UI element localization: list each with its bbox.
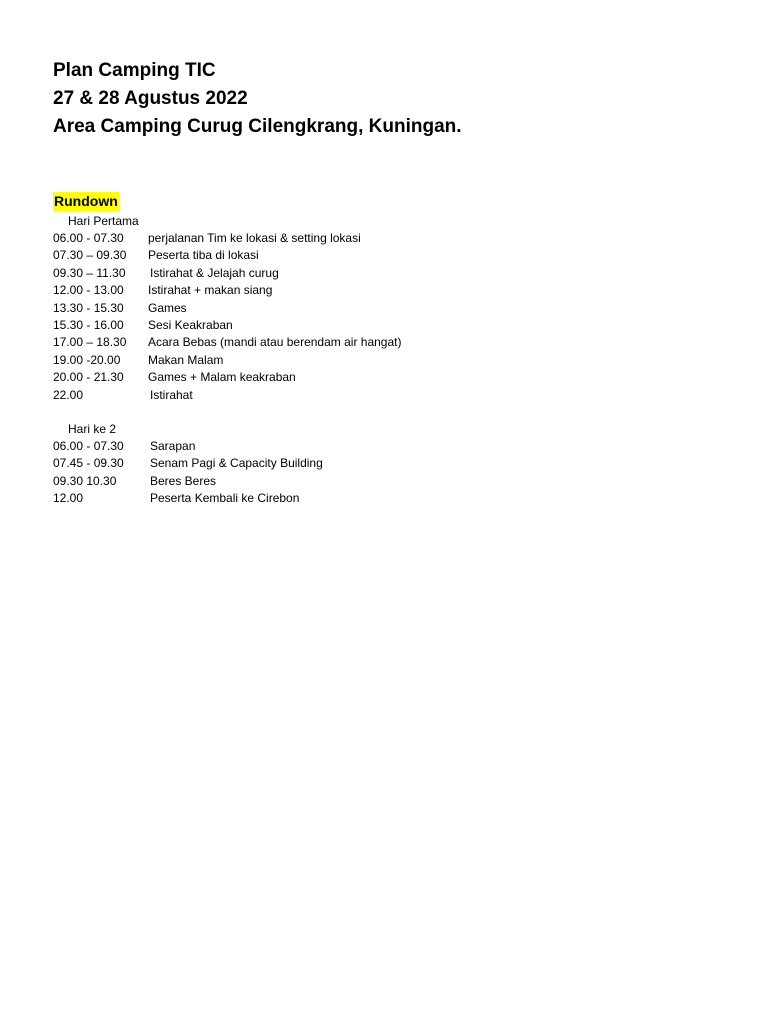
- schedule-activity: Istirahat + makan siang: [148, 283, 273, 298]
- schedule-row: [53, 490, 653, 507]
- schedule-time: 12.00 - 13.00: [53, 283, 124, 298]
- schedule-activity: Istirahat: [150, 387, 193, 402]
- schedule-time: 13.30 - 15.30: [53, 300, 124, 315]
- schedule-row: [53, 300, 653, 317]
- schedule-activity: Games: [148, 300, 187, 315]
- schedule-row: [53, 317, 653, 334]
- day-2-label: Hari ke 2: [68, 422, 117, 436]
- day-1-schedule: [53, 230, 653, 404]
- document-title: Plan Camping TIC: [53, 60, 216, 81]
- schedule-time: 06.00 - 07.30: [53, 231, 124, 245]
- schedule-activity: Istirahat & Jelajah curug: [150, 265, 279, 280]
- schedule-time: 09.30 10.30: [53, 473, 117, 488]
- day-2-schedule: [53, 438, 653, 508]
- schedule-row: [53, 265, 653, 282]
- schedule-activity: perjalanan Tim ke lokasi & setting lokasi: [148, 231, 361, 245]
- schedule-time: 20.00 - 21.30: [53, 370, 124, 385]
- schedule-row: [53, 369, 653, 386]
- schedule-time: 07.30 – 09.30: [53, 248, 127, 263]
- schedule-row: [53, 387, 653, 404]
- schedule-time: 22.00: [53, 387, 84, 402]
- schedule-activity: Games + Malam keakraban: [148, 370, 296, 385]
- schedule-activity: Beres Beres: [150, 473, 217, 488]
- schedule-time: 06.00 - 07.30: [53, 439, 124, 453]
- schedule-row: [53, 438, 653, 455]
- schedule-activity: Peserta Kembali ke Cirebon: [150, 491, 300, 506]
- event-location: Area Camping Curug Cilengkrang, Kuningan.: [53, 116, 462, 137]
- schedule-time: 15.30 - 16.00: [53, 317, 124, 332]
- event-date: 27 & 28 Agustus 2022: [53, 88, 248, 109]
- schedule-activity: Peserta tiba di lokasi: [148, 248, 259, 263]
- schedule-time: 09.30 – 11.30: [53, 265, 126, 280]
- schedule-activity: Acara Bebas (mandi atau berendam air hangat): [148, 335, 402, 350]
- schedule-row: [53, 282, 653, 299]
- schedule-time: 17.00 – 18.30: [53, 335, 127, 350]
- rundown-heading: Rundown: [54, 193, 118, 209]
- schedule-time: 12.00: [53, 491, 84, 506]
- schedule-activity: Senam Pagi & Capacity Building: [150, 456, 323, 471]
- schedule-row: [53, 230, 653, 247]
- schedule-activity: Makan Malam: [148, 352, 224, 367]
- schedule-activity: Sarapan: [150, 439, 196, 453]
- schedule-row: [53, 247, 653, 264]
- schedule-time: 07.45 - 09.30: [53, 456, 124, 471]
- schedule-time: 19.00 -20.00: [53, 352, 121, 367]
- title-block: [53, 57, 733, 141]
- schedule-row: [53, 455, 653, 472]
- schedule-row: [53, 352, 653, 369]
- schedule-row: [53, 473, 653, 490]
- schedule-row: [53, 334, 653, 351]
- schedule-activity: Sesi Keakraban: [148, 317, 233, 332]
- day-1-label: Hari Pertama: [68, 214, 139, 228]
